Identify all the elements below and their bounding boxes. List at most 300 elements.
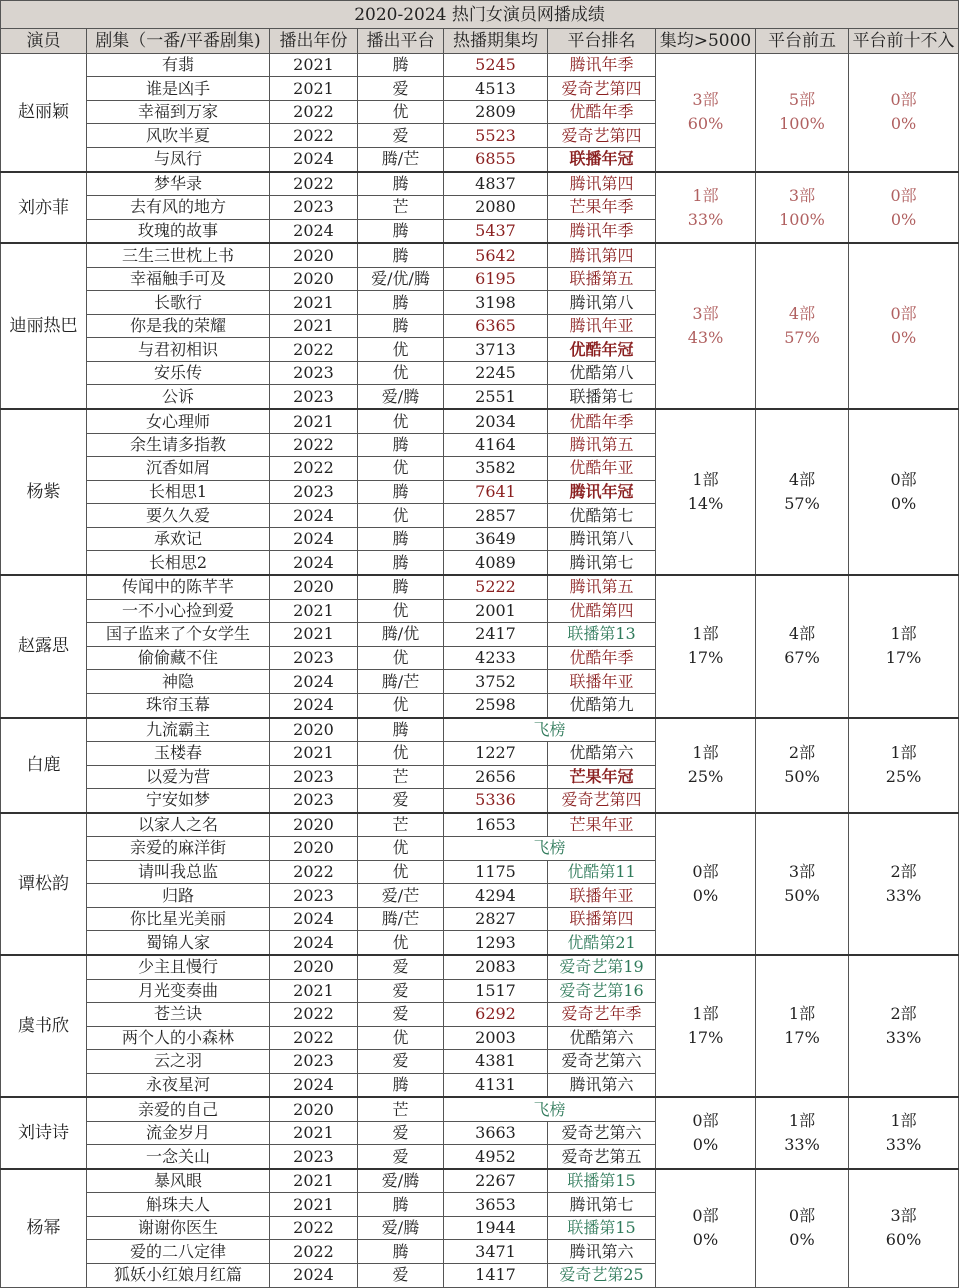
air-year: 2021 — [270, 291, 358, 315]
episode-average: 2001 — [444, 599, 548, 623]
platform: 爱/优/腾 — [358, 267, 444, 290]
air-year: 2023 — [270, 1050, 358, 1074]
episode-average: 3653 — [444, 1193, 548, 1216]
platform: 爱 — [358, 1145, 444, 1169]
platform-rank: 优酷年季 — [548, 409, 656, 433]
air-year: 2023 — [270, 765, 358, 789]
platform-rank: 爱奇艺第五 — [548, 1145, 656, 1169]
air-year: 2020 — [270, 243, 358, 267]
stat-outside-top-ten-line: 0% — [890, 328, 917, 348]
episode-average: 4131 — [444, 1073, 548, 1097]
platform-rank: 腾讯第五 — [548, 575, 656, 599]
episode-average: 1417 — [444, 1263, 548, 1287]
stat-over-5000-line: 0部 — [692, 861, 719, 881]
show-title: 长相思1 — [87, 480, 270, 504]
episode-average: 4837 — [444, 172, 548, 196]
show-title: 去有风的地方 — [87, 196, 270, 219]
actress-name: 谭松韵 — [1, 813, 87, 955]
platform-rank: 联播年冠 — [548, 148, 656, 172]
platform: 爱 — [358, 124, 444, 148]
table-row — [1, 54, 959, 77]
show-title: 梦华录 — [87, 172, 270, 196]
stat-over-5000-line: 1部 — [692, 185, 719, 205]
air-year: 2022 — [270, 338, 358, 362]
show-title: 亲爱的自己 — [87, 1097, 270, 1121]
platform-rank: 腾讯年季 — [548, 54, 656, 77]
episode-average: 3198 — [444, 291, 548, 315]
stat-over-5000 — [656, 1097, 756, 1169]
stat-over-5000-line: 0% — [692, 1230, 719, 1250]
stat-outside-top-ten-line: 0% — [890, 209, 917, 229]
stat-outside-top-ten-line: 0部 — [890, 185, 917, 205]
episode-average: 4233 — [444, 646, 548, 670]
stat-outside-top-ten-line: 60% — [885, 1230, 922, 1250]
stat-outside-top-ten-line: 0部 — [890, 304, 917, 324]
episode-average: 6292 — [444, 1003, 548, 1027]
platform-rank: 优酷第六 — [548, 742, 656, 765]
stat-over-5000-line: 0部 — [692, 1206, 719, 1226]
platform: 芒 — [358, 765, 444, 789]
stat-over-5000-line: 25% — [687, 767, 724, 787]
platform-rank: 飞榜 — [444, 1097, 656, 1121]
stat-outside-top-ten — [849, 575, 959, 717]
show-title: 亲爱的麻洋街 — [87, 837, 270, 861]
show-title: 玉楼春 — [87, 742, 270, 765]
platform: 腾 — [358, 219, 444, 243]
stat-top-five-line: 17% — [784, 1028, 820, 1048]
show-title: 长歌行 — [87, 291, 270, 315]
show-title: 一念关山 — [87, 1145, 270, 1169]
actress-name: 刘亦菲 — [1, 172, 87, 244]
show-title: 少主且慢行 — [87, 955, 270, 979]
platform: 优 — [358, 742, 444, 765]
air-year: 2020 — [270, 718, 358, 742]
air-year: 2020 — [270, 575, 358, 599]
stat-outside-top-ten-line: 0部 — [890, 470, 917, 490]
air-year: 2021 — [270, 77, 358, 100]
show-title: 永夜星河 — [87, 1073, 270, 1097]
air-year: 2021 — [270, 599, 358, 623]
platform: 腾 — [358, 314, 444, 338]
episode-average: 4381 — [444, 1050, 548, 1074]
platform: 爱/芒 — [358, 884, 444, 908]
stat-outside-top-ten-line: 33% — [885, 1135, 922, 1155]
table-row — [1, 1169, 959, 1193]
air-year: 2022 — [270, 860, 358, 884]
platform: 腾 — [358, 718, 444, 742]
platform: 爱 — [358, 979, 444, 1003]
stat-top-five-line: 57% — [784, 328, 820, 348]
platform: 优 — [358, 599, 444, 623]
platform-rank: 联播第15 — [548, 1216, 656, 1240]
platform-rank: 飞榜 — [444, 837, 656, 861]
show-title: 安乐传 — [87, 361, 270, 385]
column-header: 集均>5000 — [656, 29, 756, 54]
platform-rank: 腾讯年季 — [548, 219, 656, 243]
show-title: 谢谢你医生 — [87, 1216, 270, 1240]
platform: 腾/芒 — [358, 907, 444, 931]
stat-top-five-line: 4部 — [788, 624, 816, 644]
show-title: 有翡 — [87, 54, 270, 77]
episode-average: 2417 — [444, 623, 548, 647]
table-title: 2020-2024 热门女演员网播成绩 — [1, 1, 959, 29]
air-year: 2021 — [270, 623, 358, 647]
stat-outside-top-ten — [849, 718, 959, 813]
stat-top-five-line: 50% — [784, 767, 820, 787]
stat-outside-top-ten-line: 0部 — [890, 90, 917, 110]
stat-top-five — [756, 243, 849, 409]
episode-average: 4513 — [444, 77, 548, 100]
actress-name: 虞书欣 — [1, 955, 87, 1097]
show-title: 苍兰诀 — [87, 1003, 270, 1027]
actress-name: 赵露思 — [1, 575, 87, 717]
platform: 芒 — [358, 813, 444, 837]
episode-average: 1653 — [444, 813, 548, 837]
air-year: 2024 — [270, 1073, 358, 1097]
air-year: 2020 — [270, 267, 358, 290]
show-title: 与君初相识 — [87, 338, 270, 362]
stat-over-5000 — [656, 409, 756, 575]
show-title: 沉香如屑 — [87, 457, 270, 481]
platform-rank: 爱奇艺第19 — [548, 955, 656, 979]
platform: 腾/优 — [358, 623, 444, 647]
air-year: 2023 — [270, 884, 358, 908]
episode-average: 6195 — [444, 267, 548, 290]
platform-rank: 飞榜 — [444, 718, 656, 742]
platform-rank: 联播第五 — [548, 267, 656, 290]
air-year: 2024 — [270, 670, 358, 694]
platform: 优 — [358, 457, 444, 481]
air-year: 2023 — [270, 196, 358, 219]
platform: 腾 — [358, 1240, 444, 1264]
platform-rank: 优酷第21 — [548, 931, 656, 955]
show-title: 你比星光美丽 — [87, 907, 270, 931]
platform-rank: 联播年亚 — [548, 670, 656, 694]
air-year: 2022 — [270, 433, 358, 456]
stat-over-5000-line: 1部 — [692, 1004, 719, 1024]
stat-over-5000-line: 0部 — [692, 1111, 719, 1131]
platform-rank: 腾讯第四 — [548, 172, 656, 196]
show-title: 流金岁月 — [87, 1121, 270, 1144]
stat-outside-top-ten-line: 0% — [890, 114, 917, 134]
stat-outside-top-ten-line: 33% — [885, 1028, 922, 1048]
show-title: 公诉 — [87, 385, 270, 409]
platform-rank: 优酷第八 — [548, 361, 656, 385]
show-title: 狐妖小红娘月红篇 — [87, 1263, 270, 1287]
platform: 优 — [358, 409, 444, 433]
platform: 优 — [358, 646, 444, 670]
episode-average: 3471 — [444, 1240, 548, 1264]
column-header: 剧集（一番/平番剧集) — [87, 29, 270, 54]
stat-top-five — [756, 1097, 849, 1169]
stat-over-5000-line: 0% — [692, 885, 719, 905]
stat-outside-top-ten — [849, 409, 959, 575]
stat-top-five — [756, 54, 849, 172]
header-row — [1, 29, 959, 54]
air-year: 2024 — [270, 693, 358, 717]
stat-outside-top-ten-line: 1部 — [890, 743, 917, 763]
table-row — [1, 172, 959, 196]
air-year: 2021 — [270, 742, 358, 765]
air-year: 2024 — [270, 504, 358, 528]
stat-outside-top-ten — [849, 243, 959, 409]
episode-average: 2003 — [444, 1026, 548, 1050]
stat-top-five-line: 100% — [779, 209, 825, 229]
platform-rank: 芒果年季 — [548, 196, 656, 219]
episode-average: 4089 — [444, 551, 548, 575]
show-title: 两个人的小森林 — [87, 1026, 270, 1050]
show-title: 九流霸主 — [87, 718, 270, 742]
episode-average: 2034 — [444, 409, 548, 433]
actress-name: 杨幂 — [1, 1169, 87, 1287]
episode-average: 2245 — [444, 361, 548, 385]
show-title: 宁安如梦 — [87, 789, 270, 813]
stat-top-five-line: 2部 — [788, 743, 816, 763]
stat-over-5000-line: 60% — [687, 114, 724, 134]
platform-rank: 爱奇艺第16 — [548, 979, 656, 1003]
platform: 优 — [358, 361, 444, 385]
episode-average: 4294 — [444, 884, 548, 908]
show-title: 要久久爱 — [87, 504, 270, 528]
episode-average: 3713 — [444, 338, 548, 362]
show-title: 偷偷藏不住 — [87, 646, 270, 670]
air-year: 2021 — [270, 1169, 358, 1193]
platform: 爱/腾 — [358, 385, 444, 409]
platform: 芒 — [358, 196, 444, 219]
column-header: 平台前十不入 — [849, 29, 959, 54]
air-year: 2022 — [270, 100, 358, 124]
stat-over-5000 — [656, 813, 756, 955]
platform-rank: 腾讯第八 — [548, 291, 656, 315]
platform-rank: 爱奇艺第四 — [548, 789, 656, 813]
stat-over-5000-line: 1部 — [692, 624, 719, 644]
platform: 优 — [358, 931, 444, 955]
column-header: 平台前五 — [756, 29, 849, 54]
table-row — [1, 409, 959, 433]
platform-rank: 优酷第九 — [548, 693, 656, 717]
platform-rank: 联播第四 — [548, 907, 656, 931]
platform-rank: 联播第13 — [548, 623, 656, 647]
episode-average: 1227 — [444, 742, 548, 765]
stat-outside-top-ten — [849, 813, 959, 955]
platform: 腾 — [358, 1073, 444, 1097]
stat-outside-top-ten — [849, 1097, 959, 1169]
stat-outside-top-ten-line: 1部 — [890, 1111, 917, 1131]
platform: 腾 — [358, 54, 444, 77]
column-header: 热播期集均 — [444, 29, 548, 54]
platform: 腾/芒 — [358, 148, 444, 172]
episode-average: 3649 — [444, 527, 548, 551]
stat-top-five-line: 0部 — [788, 1206, 816, 1226]
platform: 腾/芒 — [358, 670, 444, 694]
platform: 腾 — [358, 575, 444, 599]
platform: 优 — [358, 504, 444, 528]
platform-rank: 联播第15 — [548, 1169, 656, 1193]
platform-rank: 芒果年亚 — [548, 813, 656, 837]
platform: 爱 — [358, 1263, 444, 1287]
platform-rank: 优酷年季 — [548, 646, 656, 670]
stat-over-5000-line: 17% — [687, 648, 724, 668]
platform: 爱 — [358, 1121, 444, 1144]
platform: 腾 — [358, 527, 444, 551]
episode-average: 2857 — [444, 504, 548, 528]
air-year: 2024 — [270, 527, 358, 551]
show-title: 爱的二八定律 — [87, 1240, 270, 1264]
stat-over-5000-line: 14% — [687, 494, 724, 514]
platform: 腾 — [358, 243, 444, 267]
episode-average: 2551 — [444, 385, 548, 409]
stat-top-five — [756, 1169, 849, 1287]
platform-rank: 爱奇艺第25 — [548, 1263, 656, 1287]
stat-top-five-line: 5部 — [788, 90, 816, 110]
stat-over-5000-line: 3部 — [692, 304, 719, 324]
show-title: 神隐 — [87, 670, 270, 694]
stat-over-5000-line: 0% — [692, 1135, 719, 1155]
show-title: 一不小心捡到爱 — [87, 599, 270, 623]
episode-average: 5245 — [444, 54, 548, 77]
stat-over-5000-line: 3部 — [692, 90, 719, 110]
stat-outside-top-ten — [849, 54, 959, 172]
column-header: 播出平台 — [358, 29, 444, 54]
stat-over-5000-line: 33% — [687, 209, 724, 229]
air-year: 2022 — [270, 1003, 358, 1027]
stat-top-five-line: 100% — [779, 114, 825, 134]
air-year: 2021 — [270, 409, 358, 433]
platform-rank: 优酷第11 — [548, 860, 656, 884]
episode-average: 2656 — [444, 765, 548, 789]
stat-top-five-line: 1部 — [788, 1111, 816, 1131]
table-row — [1, 243, 959, 267]
platform: 优 — [358, 837, 444, 861]
platform-rank: 芒果年冠 — [548, 765, 656, 789]
episode-average: 4164 — [444, 433, 548, 456]
column-header: 演员 — [1, 29, 87, 54]
air-year: 2020 — [270, 955, 358, 979]
platform-rank: 腾讯年亚 — [548, 314, 656, 338]
air-year: 2023 — [270, 385, 358, 409]
show-title: 归路 — [87, 884, 270, 908]
episode-average: 2809 — [444, 100, 548, 124]
stat-top-five-line: 4部 — [788, 470, 816, 490]
platform: 爱 — [358, 789, 444, 813]
stat-top-five-line: 67% — [784, 648, 820, 668]
platform-rank: 优酷年亚 — [548, 457, 656, 481]
show-title: 以家人之名 — [87, 813, 270, 837]
air-year: 2023 — [270, 1145, 358, 1169]
platform-rank: 联播第七 — [548, 385, 656, 409]
episode-average: 5437 — [444, 219, 548, 243]
stat-top-five-line: 1部 — [788, 1004, 816, 1024]
episode-average: 6365 — [444, 314, 548, 338]
platform: 芒 — [358, 1097, 444, 1121]
table-row — [1, 718, 959, 742]
episode-average: 4952 — [444, 1145, 548, 1169]
platform-rank: 腾讯第六 — [548, 1240, 656, 1264]
show-title: 月光变奏曲 — [87, 979, 270, 1003]
stat-over-5000-line: 1部 — [692, 470, 719, 490]
stat-outside-top-ten-line: 33% — [885, 885, 922, 905]
air-year: 2021 — [270, 314, 358, 338]
platform-rank: 爱奇艺第四 — [548, 77, 656, 100]
stat-over-5000 — [656, 54, 756, 172]
platform: 腾 — [358, 480, 444, 504]
air-year: 2021 — [270, 54, 358, 77]
air-year: 2022 — [270, 172, 358, 196]
episode-average: 3582 — [444, 457, 548, 481]
platform-rank: 优酷第六 — [548, 1026, 656, 1050]
platform: 爱 — [358, 1050, 444, 1074]
episode-average: 2080 — [444, 196, 548, 219]
stat-outside-top-ten-line: 17% — [885, 648, 922, 668]
stat-outside-top-ten-line: 25% — [885, 767, 922, 787]
stat-top-five — [756, 575, 849, 717]
episode-average: 1944 — [444, 1216, 548, 1240]
show-title: 承欢记 — [87, 527, 270, 551]
table-body — [1, 54, 959, 1288]
show-title: 斛珠夫人 — [87, 1193, 270, 1216]
actress-name: 刘诗诗 — [1, 1097, 87, 1169]
episode-average: 3663 — [444, 1121, 548, 1144]
show-title: 幸福到万家 — [87, 100, 270, 124]
air-year: 2022 — [270, 457, 358, 481]
air-year: 2020 — [270, 837, 358, 861]
show-title: 余生请多指教 — [87, 433, 270, 456]
air-year: 2023 — [270, 646, 358, 670]
show-title: 与凤行 — [87, 148, 270, 172]
show-title: 蜀锦人家 — [87, 931, 270, 955]
platform: 爱 — [358, 1003, 444, 1027]
actress-name: 杨紫 — [1, 409, 87, 575]
stat-top-five-line: 4部 — [788, 304, 816, 324]
stat-top-five-line: 0% — [789, 1230, 815, 1250]
air-year: 2023 — [270, 361, 358, 385]
episode-average: 6855 — [444, 148, 548, 172]
episode-average: 1293 — [444, 931, 548, 955]
episode-average: 1175 — [444, 860, 548, 884]
air-year: 2021 — [270, 979, 358, 1003]
platform-rank: 腾讯第四 — [548, 243, 656, 267]
table-row — [1, 813, 959, 837]
show-title: 长相思2 — [87, 551, 270, 575]
stat-over-5000 — [656, 1169, 756, 1287]
stat-top-five-line: 3部 — [788, 861, 816, 881]
episode-average: 2598 — [444, 693, 548, 717]
platform-rank: 腾讯第七 — [548, 1193, 656, 1216]
stat-outside-top-ten — [849, 955, 959, 1097]
air-year: 2024 — [270, 219, 358, 243]
platform: 爱 — [358, 955, 444, 979]
platform-rank: 优酷第四 — [548, 599, 656, 623]
air-year: 2021 — [270, 1121, 358, 1144]
episode-average: 2083 — [444, 955, 548, 979]
show-title: 风吹半夏 — [87, 124, 270, 148]
air-year: 2024 — [270, 1263, 358, 1287]
platform-rank: 优酷年冠 — [548, 338, 656, 362]
platform: 优 — [358, 693, 444, 717]
platform-rank: 优酷年季 — [548, 100, 656, 124]
stat-over-5000 — [656, 243, 756, 409]
platform-rank: 腾讯年冠 — [548, 480, 656, 504]
show-title: 女心理师 — [87, 409, 270, 433]
show-title: 三生三世枕上书 — [87, 243, 270, 267]
platform-rank: 爱奇艺第六 — [548, 1050, 656, 1074]
show-title: 你是我的荣耀 — [87, 314, 270, 338]
show-title: 传闻中的陈芊芊 — [87, 575, 270, 599]
platform: 腾 — [358, 291, 444, 315]
show-title: 暴风眼 — [87, 1169, 270, 1193]
stat-top-five-line: 57% — [784, 494, 820, 514]
air-year: 2022 — [270, 1216, 358, 1240]
